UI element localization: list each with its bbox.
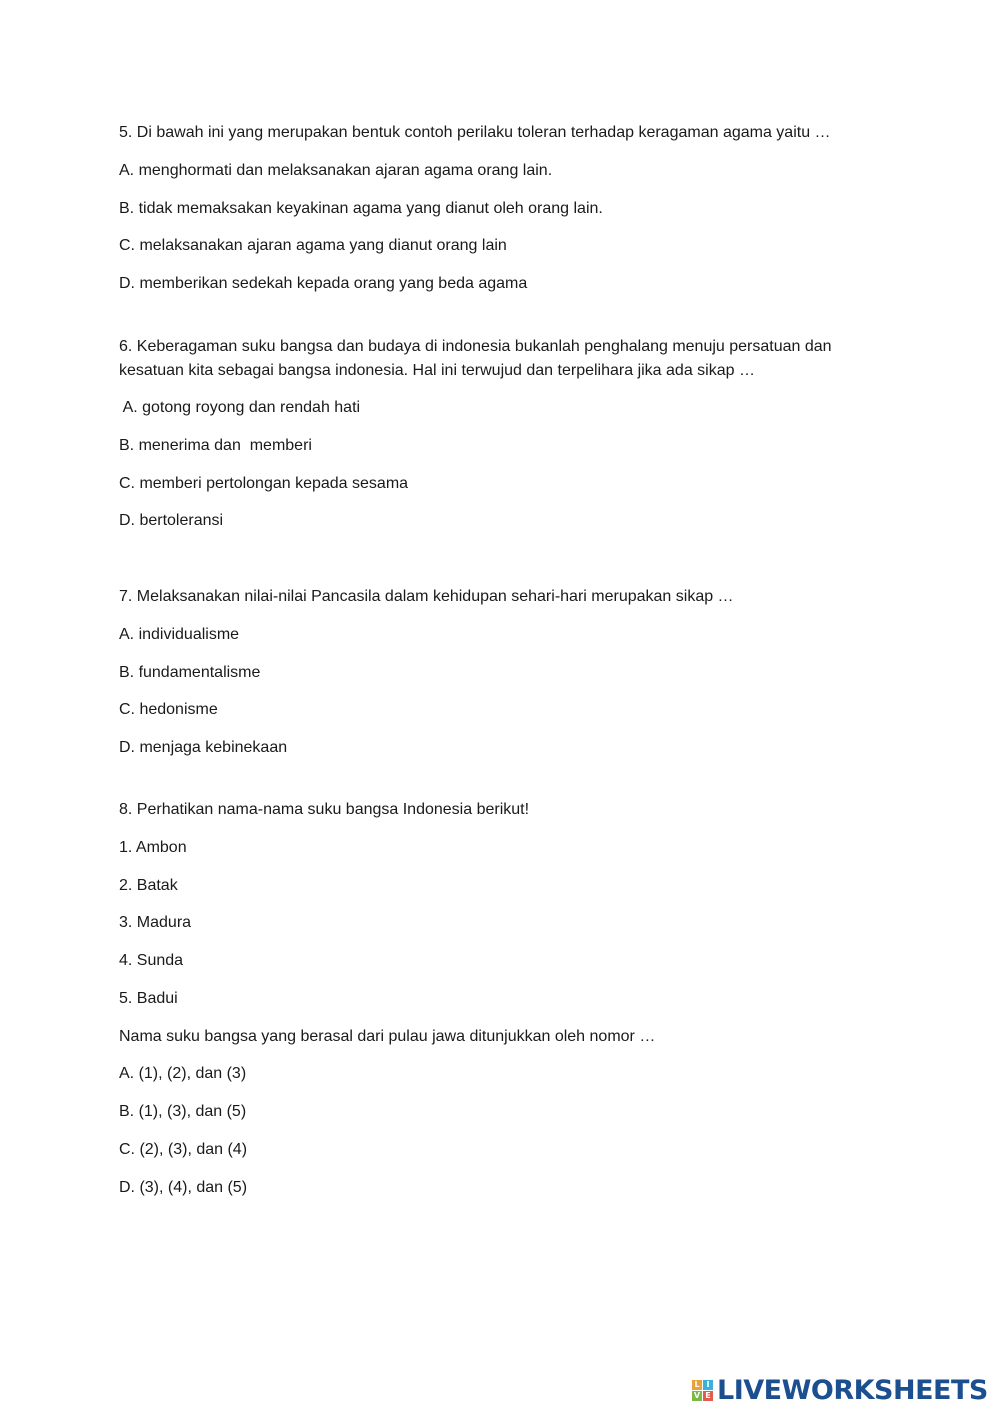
- question-7-option-b[interactable]: B. fundamentalisme: [119, 664, 261, 681]
- question-8-item-4: 4. Sunda: [119, 952, 184, 969]
- liveworksheets-logo: [692, 1374, 988, 1406]
- question-8-item-1: 1. Ambon: [119, 839, 187, 856]
- question-6-option-c[interactable]: C. memberi pertolongan kepada sesama: [119, 475, 409, 492]
- question-7-option-d[interactable]: D. menjaga kebinekaan: [119, 739, 288, 756]
- question-5-option-a[interactable]: A. menghormati dan melaksanakan ajaran agama orang lain.: [119, 162, 553, 179]
- question-7-option-a[interactable]: A. individualisme: [119, 626, 240, 643]
- question-8-option-d[interactable]: D. (3), (4), dan (5): [119, 1179, 248, 1196]
- logo-mark-tile-l: L: [692, 1380, 702, 1390]
- liveworksheets-logo-icon: [692, 1380, 713, 1401]
- question-8-item-3: 3. Madura: [119, 914, 192, 931]
- question-6-option-b[interactable]: B. menerima dan memberi: [119, 437, 312, 454]
- question-8-prompt: Nama suku bangsa yang berasal dari pulau jawa ditunjukkan oleh nomor …: [119, 1028, 656, 1045]
- question-8-text: 8. Perhatikan nama-nama suku bangsa Indonesia berikut!: [119, 801, 530, 818]
- liveworksheets-logo-text: LIVEWORKSHEETS: [717, 1374, 988, 1406]
- question-5-text: 5. Di bawah ini yang merupakan bentuk contoh perilaku toleran terhadap keragaman agama yaitu …: [119, 124, 831, 141]
- question-8-option-b[interactable]: B. (1), (3), dan (5): [119, 1103, 247, 1120]
- question-6-text-line-1: 6. Keberagaman suku bangsa dan budaya di indonesia bukanlah penghalang menuju persatuan dan: [119, 338, 832, 355]
- question-8-item-2: 2. Batak: [119, 877, 178, 894]
- question-7-option-c[interactable]: C. hedonisme: [119, 701, 218, 718]
- question-8-option-c[interactable]: C. (2), (3), dan (4): [119, 1141, 248, 1158]
- question-8-item-5: 5. Badui: [119, 990, 178, 1007]
- logo-mark-tile-i: I: [703, 1380, 713, 1390]
- question-5-option-d[interactable]: D. memberikan sedekah kepada orang yang beda agama: [119, 275, 528, 292]
- question-8-option-a[interactable]: A. (1), (2), dan (3): [119, 1065, 247, 1082]
- question-5-option-c[interactable]: C. melaksanakan ajaran agama yang dianut orang lain: [119, 237, 507, 254]
- logo-mark-tile-e: E: [703, 1391, 713, 1401]
- question-5-option-b[interactable]: B. tidak memaksakan keyakinan agama yang dianut oleh orang lain.: [119, 200, 603, 217]
- question-6-option-d[interactable]: D. bertoleransi: [119, 512, 224, 529]
- logo-mark-tile-v: V: [693, 1390, 701, 1400]
- question-6-option-a[interactable]: A. gotong royong dan rendah hati: [119, 399, 361, 416]
- question-7-text: 7. Melaksanakan nilai-nilai Pancasila dalam kehidupan sehari-hari merupakan sikap …: [119, 588, 734, 605]
- question-6-text-line-2: kesatuan kita sebagai bangsa indonesia. Hal ini terwujud dan terpelihara jika ada sikap …: [119, 362, 755, 379]
